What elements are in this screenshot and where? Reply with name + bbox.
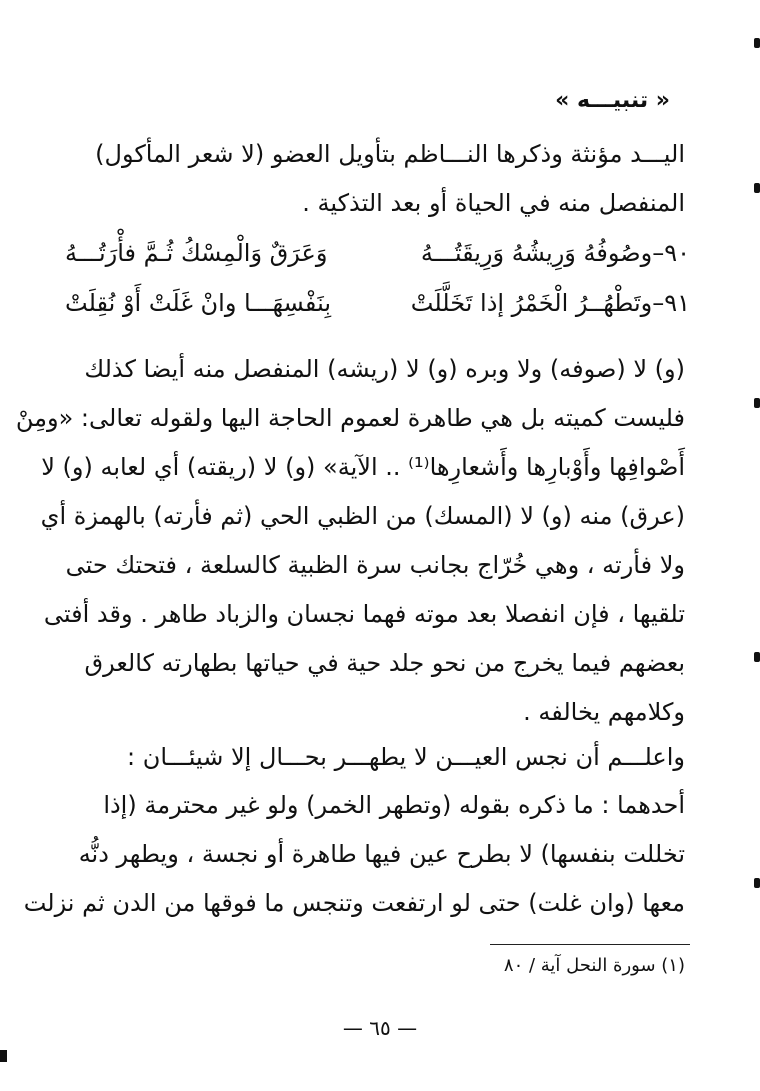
text-line: ولا فأرته ، وهي خُرّاج بجانب سرة الظبية كالسلعة ، فتحتك حتى: [65, 551, 685, 579]
text-line: (و) لا (صوفه) ولا وبره (و) لا (ريشه) المنفصل منه أيضا كذلك: [84, 355, 685, 383]
text-line: أَصْوافِها وأَوْبارِها وأَشعارِها⁽¹⁾ .. الآية» (و) لا (ريقته) أي لعابه (و) لا: [41, 453, 685, 481]
text-line: تلقيها ، فإن انفصلا بعد موته فهما نجسان والزباد طاهر . وقد أفتى: [43, 600, 685, 628]
verse-first-hemistich: ٩٠–وصُوفُهُ وَرِيشُهُ وَرِيقَتُـــهُ: [420, 239, 690, 267]
scan-edge-mark: [754, 183, 760, 193]
page-number: — ٦٥ —: [342, 1016, 418, 1040]
verse-first-hemistich: ٩١–وتَطْهُــرُ الْخَمْرُ إذا تَخَلَّلَتْ: [410, 289, 690, 317]
scan-corner-mark: [0, 1050, 7, 1062]
footnote: (١) سورة النحل آية / ٨٠: [503, 955, 685, 976]
section-heading: « تنبيـــه »: [555, 88, 670, 113]
verse-second-hemistich: بِنَفْسِهَـــا وانْ غَلَتْ أَوْ نُقِلَتْ: [65, 289, 331, 317]
first-exception-paragraph: [23, 781, 685, 928]
scan-edge-mark: [754, 398, 760, 408]
text-line: المنفصل منه في الحياة أو بعد التذكية .: [302, 189, 685, 217]
intro-paragraph: [65, 130, 685, 228]
text-line: أحدهما : ما ذكره بقوله (وتطهر الخمر) ولو غير محترمة (إذا: [103, 791, 685, 819]
text-line: بعضهم فيما يخرج من نحو جلد حية في حياتها بطهارته كالعرق: [84, 649, 685, 677]
text-line: وكلامهم يخالفه .: [523, 698, 685, 726]
text-line: واعلـــم أن نجس العيـــن لا يطهـــر بحـــال إلا شيئـــان :: [126, 743, 685, 771]
text-line: تخللت بنفسها) لا بطرح عين فيها طاهرة أو نجسة ، ويطهر دنُّه: [78, 840, 685, 868]
scan-edge-mark: [754, 652, 760, 662]
verse-second-hemistich: وَعَرَقٌ وَالْمِسْكُ ثُـمَّ فأْرَتُـــهُ: [65, 239, 328, 267]
verse-91: [65, 278, 690, 328]
commentary-paragraph: [15, 345, 685, 737]
scan-edge-mark: [754, 38, 760, 48]
text-line: اليـــد مؤنثة وذكرها النـــاظم بتأويل العضو (لا شعر المأكول): [95, 140, 685, 168]
text-line: (عرق) منه (و) لا (المسك) من الظبي الحي (ثم فأرته) بالهمزة أي: [40, 502, 685, 530]
text-line: معها (وان غلت) حتى لو ارتفعت وتنجس ما فوقها من الدن ثم نزلت: [23, 889, 685, 917]
verse-90: [65, 228, 690, 278]
rule-paragraph: [65, 733, 685, 782]
text-line: فليست كميته بل هي طاهرة لعموم الحاجة اليها ولقوله تعالى: «ومِنْ: [15, 404, 685, 432]
scan-edge-mark: [754, 878, 760, 888]
footnote-separator: [490, 944, 690, 945]
